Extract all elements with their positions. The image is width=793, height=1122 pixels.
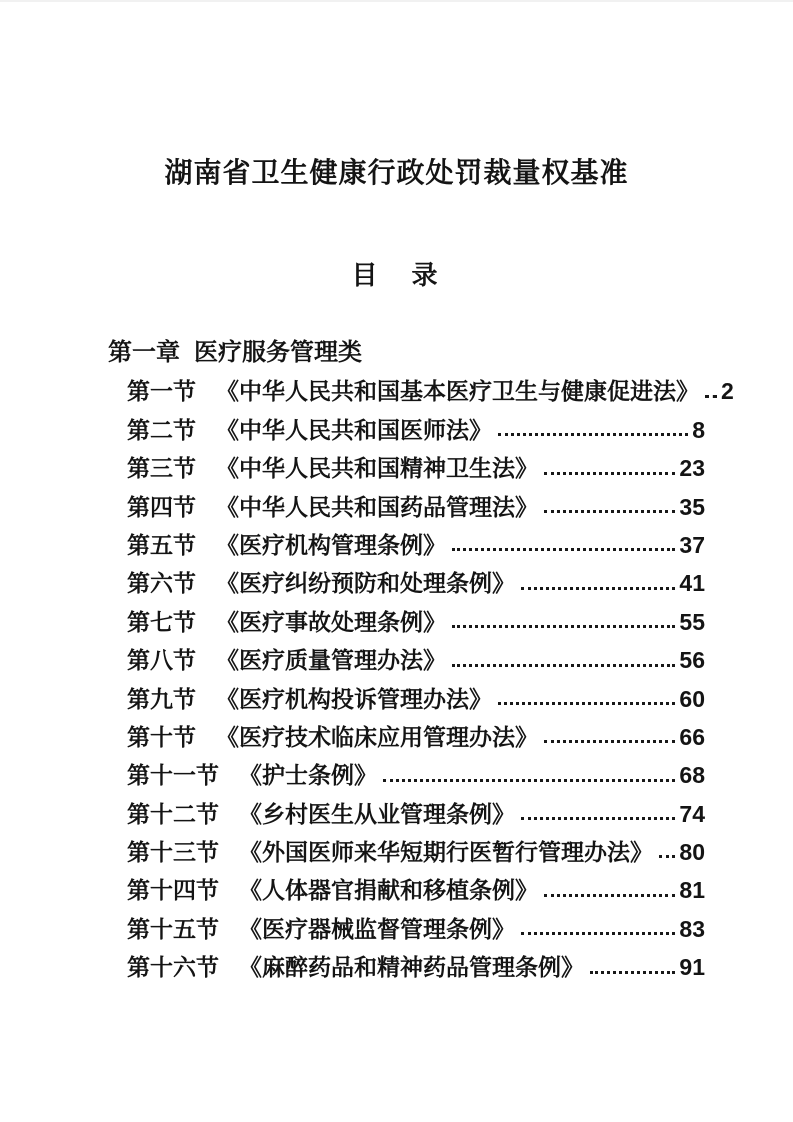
toc-entry [108,756,705,794]
toc-entry [108,488,705,526]
toc-entry-section: 第六节 [127,570,196,597]
toc-entry [108,449,705,487]
dot-leader [544,740,675,743]
dot-leader [590,971,675,974]
chapter-heading [108,334,705,372]
toc-entry-page-number: 74 [679,800,705,827]
toc-entry-title: 《护士条例》 [239,762,377,789]
toc-entry-title: 《外国医师来华短期行医暂行管理办法》 [239,839,653,866]
toc-entry [108,564,705,602]
toc-heading: 目 录 [351,260,442,290]
toc-entry-page-number: 2 [721,378,734,405]
toc-entry-title: 《人体器官捐献和移植条例》 [239,877,538,904]
toc-entry-section: 第十五节 [127,915,219,942]
dot-leader [521,817,675,820]
dot-leader [521,932,675,935]
toc-entry-page-number: 41 [679,570,705,597]
toc-entry-page-number: 8 [692,416,705,443]
dot-leader [452,548,675,551]
toc-entry-title: 《医疗机构管理条例》 [216,531,446,558]
toc-entry-section: 第十节 [127,723,196,750]
toc-entry-title: 《中华人民共和国基本医疗卫生与健康促进法》 [216,378,699,405]
toc-entry [108,833,705,871]
dot-leader [452,664,675,667]
toc-entry-page-number: 37 [679,531,705,558]
dot-leader [705,395,717,398]
toc-entry-title: 《中华人民共和国药品管理法》 [216,493,538,520]
toc-entry [108,372,734,410]
toc-entry-page-number: 60 [679,685,705,712]
toc-entry-page-number: 35 [679,493,705,520]
toc-entry [108,526,705,564]
toc-entry-section: 第十六节 [127,954,219,981]
toc-entry-section: 第九节 [127,685,196,712]
toc-entry-list [108,372,734,986]
dot-leader [498,433,688,436]
toc-entry-title: 《医疗事故处理条例》 [216,608,446,635]
toc-entry [108,795,705,833]
toc-entry-section: 第二节 [127,416,196,443]
toc-entry-section: 第八节 [127,647,196,674]
toc-entry-section: 第十四节 [127,877,219,904]
table-of-contents [108,334,734,987]
toc-entry-title: 《乡村医生从业管理条例》 [239,800,515,827]
toc-entry-section: 第一节 [127,378,196,405]
dot-leader [383,779,675,782]
dot-leader [659,855,675,858]
page-top-edge [0,0,793,2]
toc-entry-title: 《医疗机构投诉管理办法》 [216,685,492,712]
chapter-name: 医疗服务管理类 [194,339,362,366]
toc-entry-title: 《医疗器械监督管理条例》 [239,915,515,942]
toc-entry-section: 第四节 [127,493,196,520]
dot-leader [544,472,675,475]
toc-entry [108,603,705,641]
toc-entry-page-number: 91 [679,954,705,981]
document-title: 湖南省卫生健康行政处罚裁量权基准 [164,157,629,188]
toc-entry-title: 《中华人民共和国精神卫生法》 [216,455,538,482]
toc-entry-title: 《麻醉药品和精神药品管理条例》 [239,954,584,981]
dot-leader [521,587,675,590]
toc-entry-page-number: 66 [679,723,705,750]
toc-entry-section: 第十二节 [127,800,219,827]
toc-entry [108,718,705,756]
toc-entry-section: 第十三节 [127,839,219,866]
toc-entry-page-number: 80 [679,839,705,866]
toc-entry-page-number: 55 [679,608,705,635]
dot-leader [498,702,675,705]
toc-entry-page-number: 68 [679,762,705,789]
toc-entry-page-number: 81 [679,877,705,904]
toc-entry-page-number: 83 [679,915,705,942]
toc-entry [108,641,705,679]
toc-entry-section: 第十一节 [127,762,219,789]
toc-entry-title: 《医疗质量管理办法》 [216,647,446,674]
toc-entry [108,871,705,909]
toc-entry-section: 第七节 [127,608,196,635]
toc-entry-section: 第三节 [127,455,196,482]
toc-entry [108,948,705,986]
toc-entry-section: 第五节 [127,531,196,558]
dot-leader [544,894,675,897]
toc-entry-title: 《医疗技术临床应用管理办法》 [216,723,538,750]
toc-entry-page-number: 23 [679,455,705,482]
toc-entry-title: 《中华人民共和国医师法》 [216,416,492,443]
dot-leader [544,510,675,513]
toc-entry-page-number: 56 [679,647,705,674]
chapter-number: 第一章 [108,339,180,366]
toc-entry [108,910,705,948]
toc-entry-title: 《医疗纠纷预防和处理条例》 [216,570,515,597]
dot-leader [452,625,675,628]
toc-entry [108,680,705,718]
toc-entry [108,411,705,449]
